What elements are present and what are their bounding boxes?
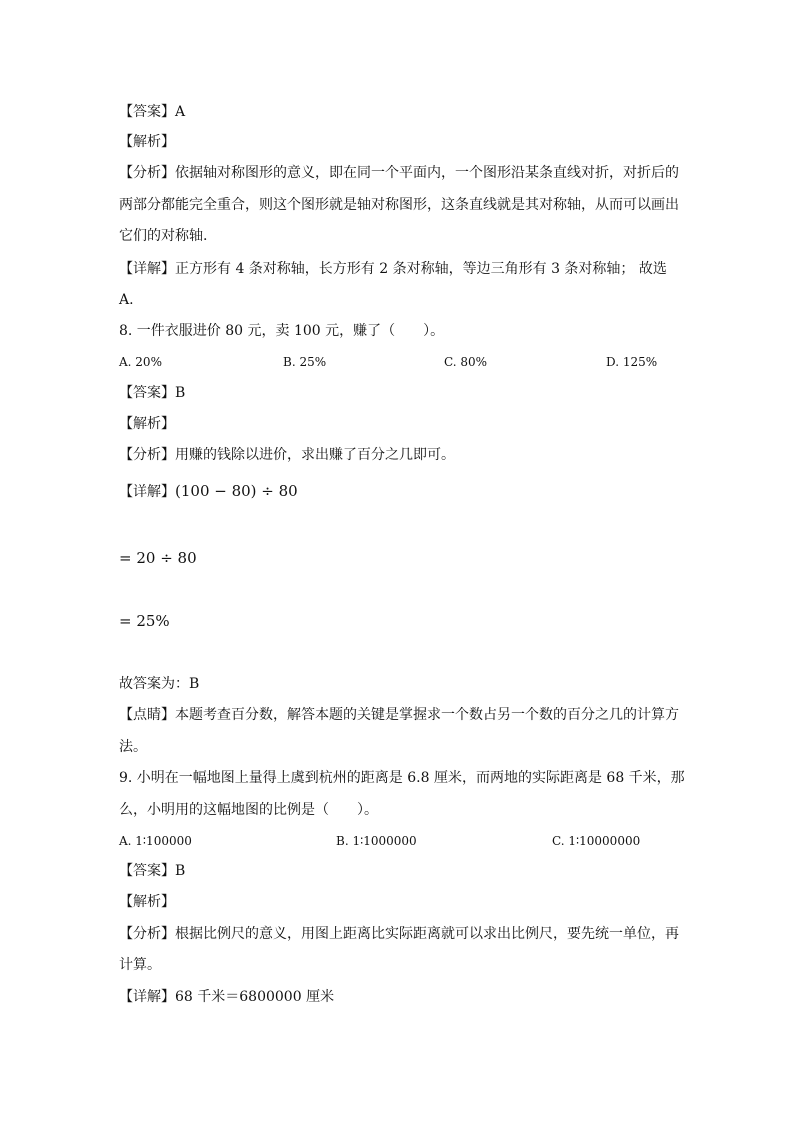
q8-dianjing-line-1: 【点睛】本题考查百分数，解答本题的关键是掌握求一个数占另一个数的百分之几的计算方 <box>119 707 679 723</box>
q9-option-c: C. 1∶10000000 <box>552 834 641 848</box>
q8-formula-line-3: = 25% <box>119 612 170 630</box>
q9-option-a: A. 1∶100000 <box>119 834 192 848</box>
q8-detail-label: 【详解】 <box>119 484 175 500</box>
q7-fenxi-line-3: 它们的对称轴. <box>119 228 208 244</box>
q8-question: 8. 一件衣服进价 80 元，卖 100 元，赚了（ ）。 <box>119 323 445 339</box>
q8-option-b: B. 25% <box>283 355 327 369</box>
q8-analysis-label: 【解析】 <box>119 416 175 432</box>
q7-detail-line-1: 【详解】正方形有 4 条对称轴，长方形有 2 条对称轴，等边三角形有 3 条对称轴； 故选 <box>119 261 667 277</box>
q8-fenxi: 【分析】用赚的钱除以进价，求出赚了百分之几即可。 <box>119 447 455 463</box>
q7-detail-line-2: A. <box>119 292 134 308</box>
q9-detail: 【详解】68 千米＝6800000 厘米 <box>119 989 335 1005</box>
q9-question-line-1: 9. 小明在一幅地图上量得上虞到杭州的距离是 6.8 厘米，而两地的实际距离是 68 千米，那 <box>119 770 685 786</box>
q9-fenxi-line-1: 【分析】根据比例尺的意义，用图上距离比实际距离就可以求出比例尺，要先统一单位，再 <box>119 926 679 942</box>
q7-answer: 【答案】A <box>119 104 186 120</box>
q7-fenxi-line-2: 两部分都能完全重合，则这个图形就是轴对称图形，这条直线就是其对称轴，从而可以画出 <box>119 197 679 213</box>
q8-option-c: C. 80% <box>444 355 488 369</box>
q8-option-d: D. 125% <box>606 355 658 369</box>
q7-fenxi-line-1: 【分析】依据轴对称图形的意义，即在同一个平面内，一个图形沿某条直线对折，对折后的 <box>119 165 679 181</box>
q8-option-a: A. 20% <box>119 355 162 369</box>
q9-option-b: B. 1∶1000000 <box>336 834 417 848</box>
q8-dianjing-line-2: 法。 <box>119 739 147 755</box>
q8-formula-line-2: = 20 ÷ 80 <box>119 549 197 567</box>
q9-fenxi-line-2: 计算。 <box>119 957 161 973</box>
q9-question-line-2: 么，小明用的这幅地图的比例是（ ）。 <box>119 802 378 818</box>
q8-detail <box>119 481 298 502</box>
q9-answer: 【答案】B <box>119 863 186 879</box>
q8-formula-line-1: (100 − 80) ÷ 80 <box>175 482 298 500</box>
q7-analysis-label: 【解析】 <box>119 134 175 150</box>
q8-answer: 【答案】B <box>119 385 186 401</box>
q9-analysis-label: 【解析】 <box>119 894 175 910</box>
q8-conclusion: 故答案为：B <box>119 676 200 692</box>
